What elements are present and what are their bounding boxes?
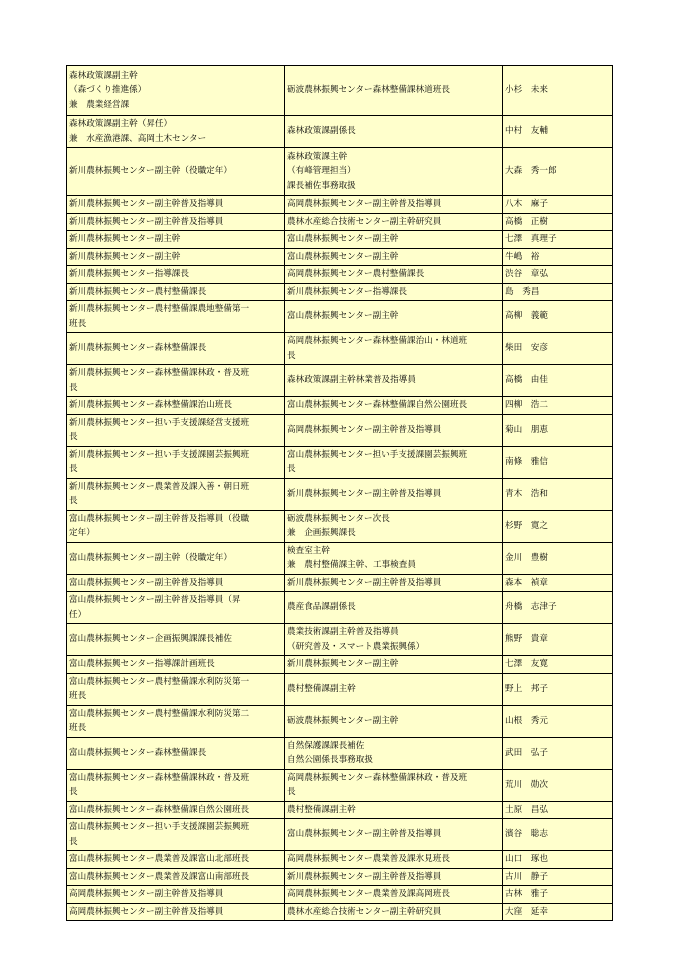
new-position-cell	[67, 886, 285, 904]
new-position-line: 班長	[69, 318, 87, 329]
table-row	[67, 213, 613, 231]
previous-position-line: 農産食品課副係長	[287, 602, 356, 613]
table-row	[67, 446, 613, 478]
new-position-cell	[67, 148, 285, 196]
table-row	[67, 266, 613, 284]
new-position-line: 富山農林振興センター担い手支援課園芸振興班	[69, 822, 250, 832]
new-position-cell	[67, 116, 285, 148]
previous-position-cell	[285, 673, 503, 705]
previous-position-line: 富山農林振興センター森林整備課自然公園班長	[287, 400, 468, 410]
previous-position-line: 農村整備課副主幹	[287, 683, 356, 694]
person-name-cell	[503, 248, 613, 266]
new-position-cell	[67, 414, 285, 446]
previous-position-line: 富山農林振興センター副主幹	[287, 251, 399, 262]
person-name: 野上 邦子	[505, 683, 548, 694]
person-name-cell	[503, 414, 613, 446]
previous-position-line: 農村整備課副主幹	[287, 804, 356, 815]
new-position-cell	[67, 231, 285, 249]
previous-position-line: 森林政策課主幹	[287, 151, 348, 162]
previous-position-cell	[285, 769, 503, 801]
previous-position-cell	[285, 248, 503, 266]
new-position-cell	[67, 266, 285, 284]
person-name-cell	[503, 213, 613, 231]
previous-position-line: 富山農林振興センター副主幹	[287, 234, 399, 244]
person-name-cell	[503, 542, 613, 574]
previous-position-line: 農業技術課副主幹普及指導員	[287, 627, 399, 637]
person-name: 土原 昌弘	[505, 804, 548, 815]
person-name: 牛嶋 裕	[505, 251, 540, 262]
new-position-line: 長	[69, 464, 78, 474]
previous-position-line: 農林水産総合技術センター副主幹研究員	[287, 906, 442, 917]
person-name-cell	[503, 365, 613, 397]
previous-position-line: 森林政策課副主幹林業普及指導員	[287, 375, 416, 386]
previous-position-line: 富山農林振興センター担い手支援課園芸振興班	[287, 449, 468, 460]
new-position-line: 富山農林振興センター森林整備課林政・普及班	[69, 772, 250, 783]
previous-position-line: 農林水産総合技術センター副主幹研究員	[287, 216, 442, 227]
table-row	[67, 903, 613, 921]
table-row	[67, 624, 613, 656]
previous-position-line: 砺波農林振興センター森林整備課林道班長	[287, 85, 450, 96]
previous-position-cell	[285, 283, 503, 301]
person-name: 柴田 安彦	[505, 343, 548, 354]
previous-position-cell	[285, 478, 503, 510]
new-position-line: 富山農林振興センター農村整備課水利防災第二	[69, 708, 250, 719]
new-position-line: 長	[69, 787, 78, 797]
new-position-line: 森林政策課副主幹	[69, 70, 138, 81]
new-position-line: 長	[69, 496, 78, 506]
person-name-cell	[503, 116, 613, 148]
person-name-cell	[503, 478, 613, 510]
person-name: 中村 友輔	[505, 126, 548, 137]
new-position-cell	[67, 66, 285, 116]
new-position-line: 新川農林振興センター農村整備課農地整備第一	[69, 304, 250, 314]
new-position-line: 新川農林振興センター副主幹	[69, 251, 181, 262]
new-position-line: 新川農林振興センター副主幹普及指導員	[69, 199, 224, 209]
person-name-cell	[503, 446, 613, 478]
table-row	[67, 886, 613, 904]
new-position-cell	[67, 478, 285, 510]
person-name: 熊野 貴章	[505, 634, 548, 645]
new-position-line: 富山農林振興センター副主幹（役職定年）	[69, 552, 232, 563]
person-name-cell	[503, 819, 613, 851]
new-position-line: 班長	[69, 723, 87, 733]
person-name: 七澤 友寛	[505, 659, 548, 669]
previous-position-line: 富山農林振興センター副主幹	[287, 311, 399, 322]
new-position-line: 新川農林振興センター副主幹	[69, 234, 181, 244]
table-row	[67, 801, 613, 819]
table-row	[67, 737, 613, 769]
previous-position-cell	[285, 851, 503, 869]
person-name-cell	[503, 705, 613, 737]
previous-position-line: 兼 農村整備課主幹、工事検査員	[287, 560, 416, 570]
previous-position-line: 課長補佐事務取扱	[287, 180, 356, 191]
new-position-cell	[67, 868, 285, 886]
new-position-line: 富山農林振興センター副主幹普及指導員（昇	[69, 595, 241, 605]
new-position-line: 班長	[69, 691, 87, 701]
new-position-cell	[67, 196, 285, 214]
new-position-line: 新川農林振興センター担い手支援課経営支援班	[69, 417, 250, 428]
person-name: 山根 秀元	[505, 715, 548, 726]
person-name: 武田 弘子	[505, 747, 548, 758]
new-position-line: 兼 水産漁港課、高岡土木センター	[69, 133, 207, 144]
new-position-line: 新川農林振興センター副主幹（役職定年）	[69, 166, 232, 177]
person-name-cell	[503, 903, 613, 921]
previous-position-cell	[285, 365, 503, 397]
new-position-cell	[67, 903, 285, 921]
table-row	[67, 478, 613, 510]
person-name-cell	[503, 397, 613, 415]
new-position-line: 富山農林振興センター森林整備課自然公園班長	[69, 804, 250, 815]
previous-position-line: 新川農林振興センター副主幹	[287, 659, 399, 669]
previous-position-cell	[285, 801, 503, 819]
previous-position-cell	[285, 196, 503, 214]
previous-position-line: 検査室主幹	[287, 545, 330, 556]
new-position-line: 新川農林振興センター森林整備課治山班長	[69, 400, 232, 410]
new-position-line: 富山農林振興センター農業普及課富山南部班長	[69, 871, 250, 882]
table-row	[67, 851, 613, 869]
new-position-cell	[67, 446, 285, 478]
person-name: 高柳 義範	[505, 311, 548, 322]
person-name: 南條 雅信	[505, 456, 548, 467]
previous-position-cell	[285, 266, 503, 284]
new-position-line: 富山農林振興センター指導課計画班長	[69, 659, 215, 669]
new-position-cell	[67, 283, 285, 301]
new-position-line: 新川農林振興センター森林整備課林政・普及班	[69, 368, 250, 378]
table-row	[67, 301, 613, 333]
table-body	[67, 66, 613, 921]
new-position-cell	[67, 333, 285, 365]
new-position-cell	[67, 301, 285, 333]
person-name-cell	[503, 333, 613, 365]
person-name: 渋谷 章弘	[505, 269, 548, 279]
previous-position-line: 自然公園係長事務取扱	[287, 755, 373, 765]
previous-position-line: （有峰管理担当）	[287, 166, 356, 177]
person-name-cell	[503, 737, 613, 769]
previous-position-line: 富山農林振興センター副主幹普及指導員	[287, 829, 442, 840]
previous-position-line: 長	[287, 787, 296, 797]
new-position-cell	[67, 248, 285, 266]
new-position-line: 高岡農林振興センター副主幹普及指導員	[69, 906, 224, 917]
previous-position-cell	[285, 886, 503, 904]
previous-position-cell	[285, 656, 503, 674]
previous-position-line: 新川農林振興センター副主幹普及指導員	[287, 577, 442, 588]
previous-position-line: 高岡農林振興センター副主幹普及指導員	[287, 199, 442, 209]
person-name-cell	[503, 574, 613, 592]
new-position-line: 新川農林振興センター担い手支援課園芸振興班	[69, 449, 250, 460]
previous-position-line: 長	[287, 464, 296, 474]
person-name-cell	[503, 886, 613, 904]
new-position-line: 新川農林振興センター副主幹普及指導員	[69, 216, 224, 227]
previous-position-cell	[285, 231, 503, 249]
new-position-line: 新川農林振興センター森林整備課長	[69, 343, 207, 354]
previous-position-cell	[285, 737, 503, 769]
person-name: 島 秀昌	[505, 286, 540, 297]
person-name-cell	[503, 673, 613, 705]
previous-position-cell	[285, 446, 503, 478]
person-name-cell	[503, 301, 613, 333]
new-position-cell	[67, 801, 285, 819]
table-row	[67, 705, 613, 737]
previous-position-cell	[285, 148, 503, 196]
table-row	[67, 592, 613, 624]
person-name-cell	[503, 148, 613, 196]
table-row	[67, 819, 613, 851]
new-position-line: 長	[69, 836, 78, 847]
previous-position-line: 新川農林振興センター指導課長	[287, 286, 407, 297]
previous-position-line: 高岡農林振興センター森林整備課治山・林道班	[287, 336, 468, 346]
previous-position-cell	[285, 868, 503, 886]
previous-position-cell	[285, 301, 503, 333]
person-name-cell	[503, 283, 613, 301]
table-row	[67, 673, 613, 705]
previous-position-line: 高岡農林振興センター副主幹普及指導員	[287, 424, 442, 435]
person-name: 舟橋 志津子	[505, 602, 557, 613]
new-position-line: 森林政策課副主幹（昇任）	[69, 119, 173, 129]
person-name: 大窪 延幸	[505, 906, 548, 917]
person-name: 青木 浩和	[505, 488, 548, 499]
person-name: 大森 秀一郎	[505, 166, 557, 177]
person-name-cell	[503, 868, 613, 886]
table-row	[67, 769, 613, 801]
previous-position-line: 高岡農林振興センター農業普及課氷見班長	[287, 854, 450, 864]
person-name: 濱谷 聡志	[505, 829, 548, 840]
person-name-cell	[503, 624, 613, 656]
table-row	[67, 148, 613, 196]
person-name-cell	[503, 66, 613, 116]
previous-position-line: 自然保護課課長補佐	[287, 740, 365, 751]
person-name-cell	[503, 656, 613, 674]
previous-position-cell	[285, 705, 503, 737]
previous-position-line: 兼 企画振興課長	[287, 528, 356, 538]
person-name: 小杉 未来	[505, 85, 548, 96]
person-name: 四柳 浩二	[505, 400, 548, 410]
previous-position-cell	[285, 116, 503, 148]
new-position-cell	[67, 542, 285, 574]
previous-position-line: 森林政策課副係長	[287, 126, 356, 137]
new-position-cell	[67, 574, 285, 592]
new-position-cell	[67, 769, 285, 801]
table-row	[67, 196, 613, 214]
previous-position-line: 新川農林振興センター副主幹普及指導員	[287, 871, 442, 882]
table-row	[67, 414, 613, 446]
new-position-cell	[67, 624, 285, 656]
person-name: 高橋 正樹	[505, 216, 548, 227]
table-row	[67, 333, 613, 365]
new-position-cell	[67, 737, 285, 769]
new-position-line: 新川農林振興センター農村整備課長	[69, 286, 207, 297]
new-position-cell	[67, 656, 285, 674]
person-name-cell	[503, 510, 613, 542]
table-row	[67, 574, 613, 592]
table-row	[67, 868, 613, 886]
new-position-line: 富山農林振興センター農村整備課水利防災第一	[69, 676, 250, 687]
new-position-line: 定年）	[69, 528, 95, 538]
person-name: 八木 麻子	[505, 199, 548, 209]
new-position-line: 兼 農業経営課	[69, 99, 130, 110]
previous-position-line: （研究普及・スマート農業振興係）	[287, 641, 425, 652]
new-position-line: 長	[69, 382, 78, 393]
person-name: 荒川 勋次	[505, 779, 548, 790]
table-row	[67, 365, 613, 397]
new-position-line: 任）	[69, 609, 87, 620]
person-name: 森本 禎章	[505, 577, 548, 588]
person-name: 菊山 朋恵	[505, 424, 548, 435]
person-name: 杉野 寛之	[505, 520, 548, 531]
table-row	[67, 510, 613, 542]
previous-position-line: 高岡農林振興センター農業普及課高岡班長	[287, 889, 450, 899]
personnel-table	[66, 65, 613, 921]
table-row	[67, 397, 613, 415]
new-position-line: 新川農林振興センター農業普及課入善・朝日班	[69, 481, 250, 492]
new-position-line: 高岡農林振興センター副主幹普及指導員	[69, 889, 224, 899]
previous-position-cell	[285, 414, 503, 446]
previous-position-line: 高岡農林振興センター森林整備課林政・普及班	[287, 772, 468, 783]
new-position-line: 新川農林振興センター指導課長	[69, 269, 189, 279]
new-position-line: 富山農林振興センター農業普及課富山北部班長	[69, 854, 250, 864]
previous-position-line: 高岡農林振興センター農村整備課長	[287, 269, 425, 279]
table-row	[67, 542, 613, 574]
person-name: 金川 豊樹	[505, 552, 548, 563]
new-position-line: 富山農林振興センター副主幹普及指導員	[69, 577, 224, 588]
previous-position-cell	[285, 903, 503, 921]
new-position-line: 富山農林振興センター企画振興課課長補佐	[69, 634, 232, 645]
person-name-cell	[503, 851, 613, 869]
table-row	[67, 283, 613, 301]
new-position-cell	[67, 510, 285, 542]
new-position-line: 長	[69, 432, 78, 442]
person-name-cell	[503, 801, 613, 819]
new-position-cell	[67, 851, 285, 869]
person-name: 高橋 由佳	[505, 375, 548, 386]
person-name-cell	[503, 592, 613, 624]
person-name-cell	[503, 196, 613, 214]
previous-position-cell	[285, 624, 503, 656]
new-position-cell	[67, 819, 285, 851]
person-name: 古林 雅子	[505, 889, 548, 899]
table-row	[67, 231, 613, 249]
previous-position-line: 砺波農林振興センター副主幹	[287, 715, 399, 726]
previous-position-line: 長	[287, 350, 296, 361]
previous-position-cell	[285, 819, 503, 851]
person-name: 古川 静子	[505, 871, 548, 882]
previous-position-cell	[285, 542, 503, 574]
previous-position-cell	[285, 213, 503, 231]
new-position-cell	[67, 705, 285, 737]
previous-position-line: 砺波農林振興センター次長	[287, 513, 390, 524]
table-row	[67, 248, 613, 266]
new-position-line: （森づくり推進係）	[69, 85, 147, 96]
previous-position-cell	[285, 397, 503, 415]
previous-position-cell	[285, 333, 503, 365]
person-name-cell	[503, 266, 613, 284]
new-position-cell	[67, 365, 285, 397]
table-row	[67, 116, 613, 148]
new-position-cell	[67, 673, 285, 705]
person-name: 山口 琢也	[505, 854, 548, 864]
new-position-line: 富山農林振興センター副主幹普及指導員（役職	[69, 513, 250, 524]
new-position-cell	[67, 397, 285, 415]
previous-position-cell	[285, 66, 503, 116]
person-name: 七澤 真理子	[505, 234, 557, 244]
previous-position-cell	[285, 592, 503, 624]
person-name-cell	[503, 769, 613, 801]
new-position-cell	[67, 213, 285, 231]
previous-position-cell	[285, 510, 503, 542]
table-row	[67, 66, 613, 116]
previous-position-line: 新川農林振興センター副主幹普及指導員	[287, 488, 442, 499]
person-name-cell	[503, 231, 613, 249]
table-row	[67, 656, 613, 674]
new-position-line: 富山農林振興センター森林整備課長	[69, 747, 207, 758]
previous-position-cell	[285, 574, 503, 592]
new-position-cell	[67, 592, 285, 624]
